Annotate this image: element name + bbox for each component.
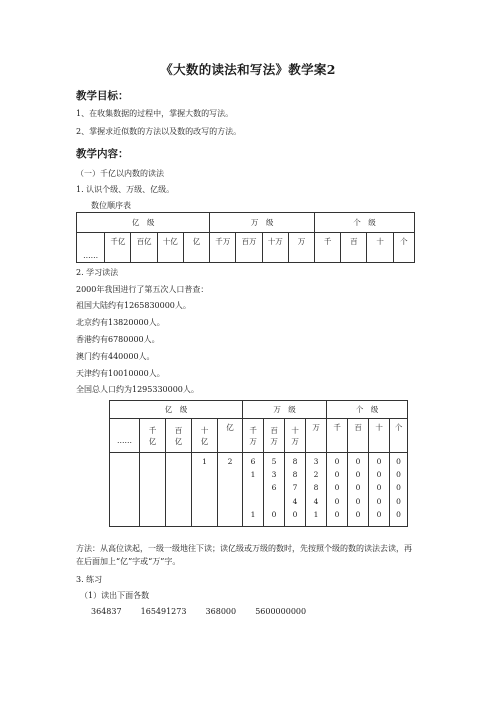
digit-yi: 2 [227, 457, 233, 466]
place-baiwan-text: 百 万 [270, 425, 278, 446]
digit-cell [348, 453, 369, 527]
place-shi: 十 [367, 233, 393, 263]
practice-heading: （1）读出下面各数 [80, 591, 150, 600]
practice-number: 364837 [91, 607, 122, 616]
group-ge: 个 级 [327, 401, 408, 419]
place-shiwan-text: 十 万 [291, 425, 299, 446]
digits-wan: 3 2 8 4 1 [313, 457, 319, 519]
item-2: 2. 学习读法 [76, 268, 119, 277]
place-baiyi [166, 419, 192, 453]
place-shi: 十 [369, 419, 390, 453]
census-line: 澳门约有440000人。 [76, 352, 155, 361]
census-line: 天津约有10010000人。 [76, 369, 165, 378]
place-ge: 个 [390, 419, 408, 453]
digit-qianwan-2: 1 [250, 470, 256, 480]
place-wan: 万 [288, 233, 314, 263]
digits-row [110, 453, 408, 527]
practice-number: 368000 [205, 607, 237, 616]
digits-qian: 0 0 0 0 0 [334, 457, 340, 519]
census-intro: 2000年我国进行了第五次人口普查： [76, 285, 209, 294]
place-yi: 亿 [183, 233, 209, 263]
place-bai: 百 [348, 419, 369, 453]
digit-cell [110, 453, 140, 527]
place-shiwan [285, 419, 306, 453]
item-3: 3. 练习 [76, 575, 103, 584]
item-1: 1. 认识个级、万级、亿级。 [76, 185, 175, 194]
place-shiyi: 十亿 [157, 233, 183, 263]
goals-heading: 教学目标： [76, 90, 129, 102]
content-heading: 教学内容： [76, 148, 129, 160]
digits-baiwan: 5 3 6 0 [271, 457, 277, 519]
place-qianwan: 千万 [210, 233, 236, 263]
place-baiwan: 百万 [236, 233, 262, 263]
practice-numbers [91, 607, 306, 616]
digit-cell [218, 453, 243, 527]
place-baiyi: 百亿 [131, 233, 157, 263]
digit-cell [140, 453, 166, 527]
place-shiyi-text: 十 亿 [200, 425, 209, 446]
place-shiwan: 十万 [262, 233, 288, 263]
digits-shiwan: 8 8 7 4 0 [292, 457, 298, 519]
group-ge: 个 级 [315, 213, 415, 233]
place-qianyi-text: 千 亿 [148, 425, 157, 446]
ellipsis-cell: …… [77, 233, 105, 263]
place-wan: 万 [306, 419, 327, 453]
census-line: 北京约有13820000人。 [76, 318, 165, 327]
place-baiyi-text: 百 亿 [174, 425, 183, 446]
place-ge: 个 [393, 233, 414, 263]
digit-cell [243, 453, 264, 527]
place-qianwan [243, 419, 264, 453]
digit-cell [327, 453, 348, 527]
group-yi: 亿 级 [77, 213, 210, 233]
census-line: 祖国大陆约有1265830000人。 [76, 301, 191, 310]
digits-ge: 0 0 0 0 0 [396, 457, 401, 519]
place-qian: 千 [327, 419, 348, 453]
group-wan: 万 级 [243, 401, 327, 419]
place-qianwan-text: 千 万 [249, 425, 257, 446]
digit-cell [306, 453, 327, 527]
group-yi: 亿 级 [110, 401, 243, 419]
page-title: 《大数的读法和写法》教学案2 [160, 62, 336, 77]
table1-caption: 数位顺序表 [91, 201, 131, 210]
digit-cell [192, 453, 218, 527]
digits-qianwan [243, 455, 263, 521]
digit-cell [390, 453, 408, 527]
practice-number: 165491273 [140, 607, 187, 616]
digit-qianwan-1: 6 [250, 457, 256, 466]
place-baiwan [264, 419, 285, 453]
place-yi: 亿 [218, 419, 243, 453]
place-qianyi [140, 419, 166, 453]
digit-cell [369, 453, 390, 527]
place-qian: 千 [315, 233, 341, 263]
digit-cell [166, 453, 192, 527]
census-place-table [109, 400, 408, 527]
goal-1: 1、在收集数据的过程中，掌握大数的写法。 [76, 109, 234, 118]
census-line: 全国总人口约为1295330000人。 [76, 385, 199, 394]
place-qianyi: 千亿 [105, 233, 131, 263]
place-value-table [76, 212, 415, 263]
digits-shi: 0 0 0 0 0 [376, 457, 382, 519]
digit-cell [285, 453, 306, 527]
digit-qianwan-5: 1 [250, 509, 256, 519]
section-1: （一）千亿以内数的读法 [76, 169, 164, 178]
digits-bai: 0 0 0 0 0 [355, 457, 361, 519]
practice-number: 5600000000 [255, 607, 307, 616]
digit-cell [264, 453, 285, 527]
digit-shiyi: 1 [202, 457, 207, 466]
place-bai: 百 [341, 233, 367, 263]
group-wan: 万 级 [210, 213, 315, 233]
ellipsis-cell: …… [110, 419, 140, 453]
reading-method: 方法：从高位读起，一级一级地往下读；读亿级或万级的数时，先按照个级的数的读法去读，再在后面加上“亿”字或“万”字。 [76, 544, 412, 566]
goal-2: 2、掌握求近似数的方法以及数的改写的方法。 [76, 127, 242, 136]
place-shiyi [192, 419, 218, 453]
census-line: 香港约有6780000人。 [76, 335, 160, 344]
